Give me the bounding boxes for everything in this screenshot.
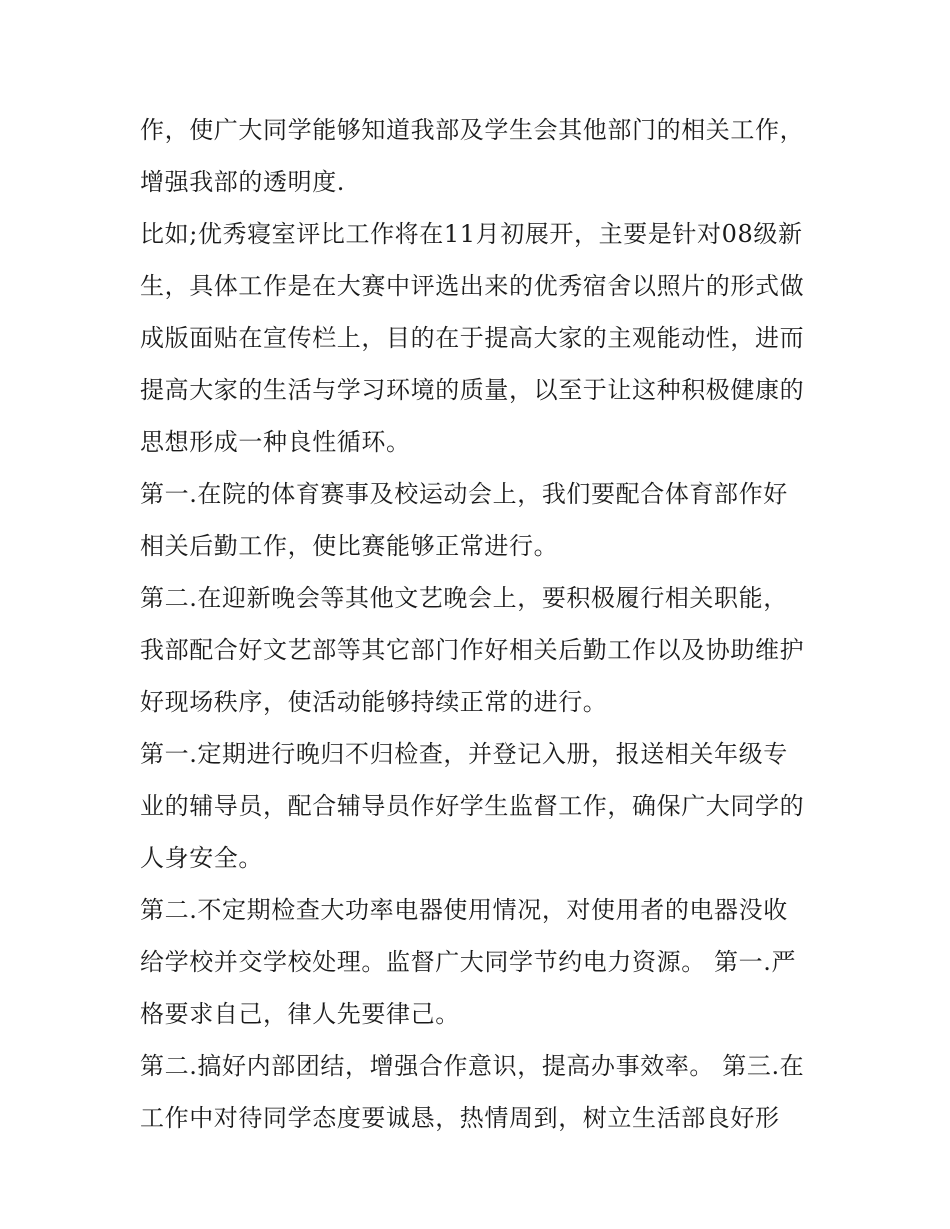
text-line: 业的辅导员，配合辅导员作好学生监督工作，确保广大同学的 — [140, 792, 805, 820]
text-line: 思想形成一种良性循环。 — [140, 428, 411, 456]
text-line: 工作中对待同学态度要诚恳，热情周到，树立生活部良好形 — [140, 1104, 780, 1132]
text-line: 给学校并交学校处理。监督广大同学节约电力资源。 第一.严 — [140, 948, 797, 976]
text-line: 作，使广大同学能够知道我部及学生会其他部门的相关工作， — [140, 116, 805, 144]
text-line: 成版面贴在宣传栏上，目的在于提高大家的主观能动性，进而 — [140, 324, 805, 352]
text-line: 第二.不定期检查大功率电器使用情况，对使用者的电器没收 — [140, 896, 788, 924]
text-line: 第一.定期进行晚归不归检查，并登记入册，报送相关年级专 — [140, 740, 788, 768]
text-line: 人身安全。 — [140, 844, 263, 872]
text-line: 好现场秩序，使活动能够持续正常的进行。 — [140, 688, 608, 716]
text-line: 格要求自己，律人先要律己。 — [140, 1000, 460, 1028]
text-line: 第二.搞好内部团结，增强合作意识，提高办事效率。 第三.在 — [140, 1052, 805, 1080]
document-body — [140, 104, 830, 1144]
text-line: 第一.在院的体育赛事及校运动会上，我们要配合体育部作好 — [140, 480, 788, 508]
text-line: 提高大家的生活与学习环境的质量，以至于让这种积极健康的 — [140, 376, 805, 404]
text-line: 生，具体工作是在大赛中评选出来的优秀宿舍以照片的形式做 — [140, 272, 805, 300]
text-line: 比如;优秀寝室评比工作将在11月初展开，主要是针对08级新 — [140, 220, 803, 248]
text-line: 我部配合好文艺部等其它部门作好相关后勤工作以及协助维护 — [140, 636, 805, 664]
text-line: 相关后勤工作，使比赛能够正常进行。 — [140, 532, 559, 560]
text-line: 第二.在迎新晚会等其他文艺晚会上，要积极履行相关职能， — [140, 584, 788, 612]
text-line: 增强我部的透明度. — [140, 168, 346, 196]
